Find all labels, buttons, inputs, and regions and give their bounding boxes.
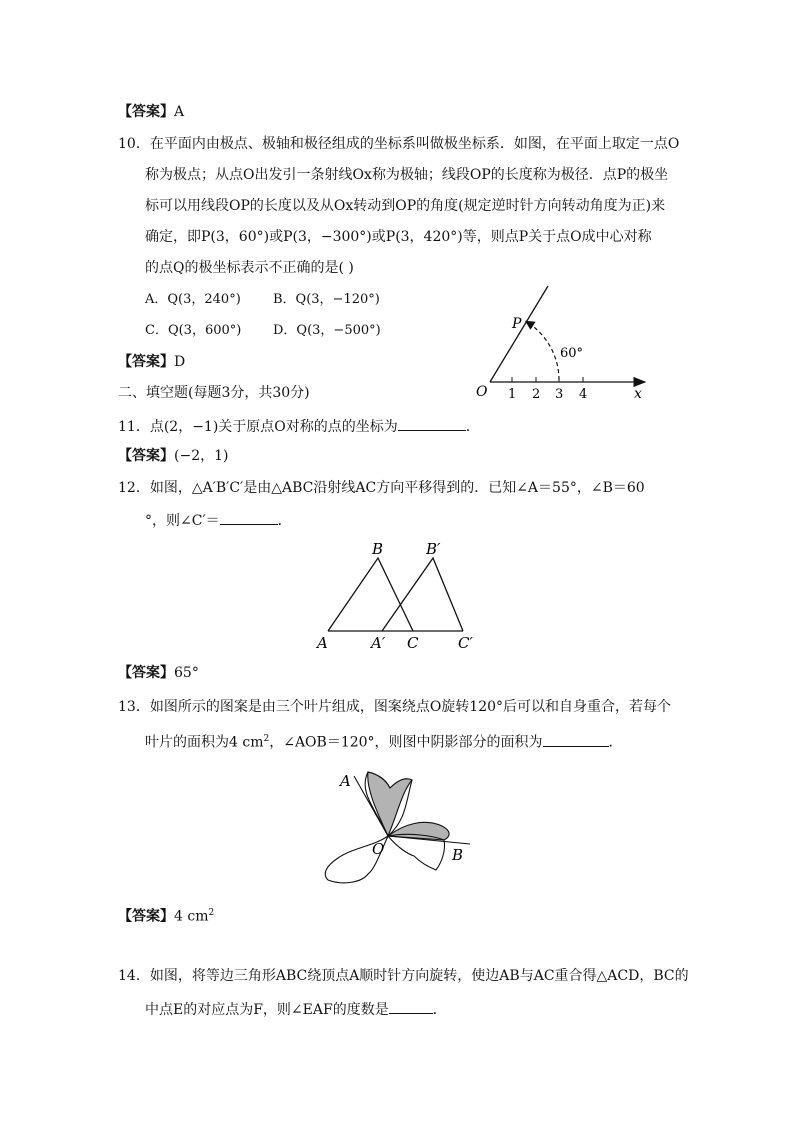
q10-line-5: 的点Q的极坐标表示不正确的是( ) [145, 260, 354, 276]
q10-line-3: 标可以用线段OP的长度以及从Ox转动到OP的角度(规定逆时针方向转动角度为正)来 [145, 198, 666, 214]
q11-number: 11． [118, 419, 150, 435]
label-a-prime: A′ [371, 634, 386, 652]
q13-answer-value: 4 cm [174, 908, 209, 925]
q13-end: ． [608, 734, 623, 751]
q14-text-2: 中点E的对应点为F，则∠EAF的度数是 [145, 1002, 389, 1018]
tick-label-2: 2 [532, 387, 541, 402]
q14-line-1 [118, 967, 689, 985]
q11-end: ． [465, 419, 480, 435]
label-o: O [372, 840, 385, 858]
q10-option-d: D．Q(3，−500°) [273, 323, 381, 338]
q14-end: ． [432, 1002, 447, 1018]
tick-label-4: 4 [579, 387, 588, 402]
triangle-a2b2c2 [382, 558, 463, 631]
q12-number: 12． [118, 480, 150, 496]
q13-text-2a: 叶片的面积为4 cm [145, 734, 264, 751]
q13-number: 13． [118, 699, 150, 715]
answer-label: 【答案】 [118, 908, 174, 925]
q13-text-1: 如图所示的图案是由三个叶片组成，图案绕点O旋转120°后可以和自身重合，若每个 [149, 699, 672, 715]
triangle-abc [328, 558, 413, 631]
label-b-prime: B′ [426, 540, 441, 558]
q13-sup: 2 [263, 734, 270, 744]
q13-line-2 [145, 730, 623, 752]
section-heading: 二、填空题(每题3分，共30分) [118, 385, 310, 401]
label-a: A [317, 634, 328, 652]
tick-label-1: 1 [508, 387, 517, 402]
q10-option-c: C．Q(3，600°) [145, 323, 242, 338]
q13-line-1 [118, 698, 671, 716]
q10-option-b: B．Q(3，−120°) [273, 292, 380, 307]
q13-blank [543, 732, 609, 747]
q14-text-1: 如图，将等边三角形ABC绕顶点A顺时针方向旋转，使边AB与AC重合得△ACD，BC的 [149, 968, 689, 984]
q12-line-2 [145, 510, 292, 530]
q10-line-1 [118, 135, 679, 153]
q13-answer-sup: 2 [208, 908, 215, 918]
q12-answer [118, 664, 199, 682]
q10-option-a: A．Q(3，240°) [145, 292, 241, 307]
q14-line-2 [145, 999, 447, 1019]
q9-answer-value: A [174, 104, 185, 120]
label-c: C [407, 634, 419, 652]
answer-label: 【答案】 [118, 354, 174, 370]
q11-answer [118, 447, 228, 465]
q13-answer [118, 904, 214, 926]
q11-blank [398, 416, 466, 431]
label-b: B [452, 846, 464, 864]
answer-label: 【答案】 [118, 448, 174, 464]
label-angle: 60° [560, 346, 584, 361]
label-o: O [476, 384, 488, 400]
q12-text-2: °，则∠C′＝ [145, 513, 220, 529]
ray-op [490, 286, 548, 382]
q13-text-2b: ，∠AOB＝120°，则图中阴影部分的面积为 [269, 734, 543, 751]
angle-arc [527, 322, 559, 380]
triangles-figure [312, 538, 492, 653]
q10-number: 10． [118, 136, 150, 152]
q11-answer-value: (−2，1) [174, 448, 229, 464]
q10-line-2: 称为极点；从点O出发引一条射线Ox称为极轴；线段OP的长度称为极径．点P的极坐 [145, 167, 669, 183]
label-p: P [512, 316, 522, 332]
label-a: A [340, 772, 351, 790]
q12-line-1 [118, 479, 645, 497]
q11-text: 点(2，−1)关于原点O对称的点的坐标为 [149, 419, 398, 435]
q10-text-1: 在平面内由极点、极轴和极径组成的坐标系叫做极坐标系．如图，在平面上取定一点O [149, 136, 680, 152]
q12-end: ． [277, 513, 292, 529]
q12-answer-value: 65° [174, 665, 199, 681]
tick-label-3: 3 [555, 387, 564, 402]
q11-line [118, 416, 480, 436]
q10-line-4: 确定，即P(3，60°)或P(3，−300°)或P(3，420°)等，则点P关于点O成中心对称 [145, 229, 652, 245]
q14-blank [389, 999, 433, 1014]
leaves-figure [318, 762, 478, 902]
q14-number: 14． [118, 968, 150, 984]
answer-label: 【答案】 [118, 665, 174, 681]
q10-answer-value: D [174, 354, 186, 370]
answer-label: 【答案】 [118, 104, 174, 120]
polar-figure [470, 280, 670, 410]
label-c-prime: C′ [458, 634, 473, 652]
q12-text-1: 如图，△A′B′C′是由△ABC沿射线AC方向平移得到的．已知∠A＝55°，∠B＝60 [149, 480, 645, 496]
q10-answer [118, 353, 185, 371]
label-b: B [372, 540, 384, 558]
q9-answer [118, 103, 184, 121]
label-x: x [634, 386, 642, 402]
q12-blank [220, 510, 278, 525]
